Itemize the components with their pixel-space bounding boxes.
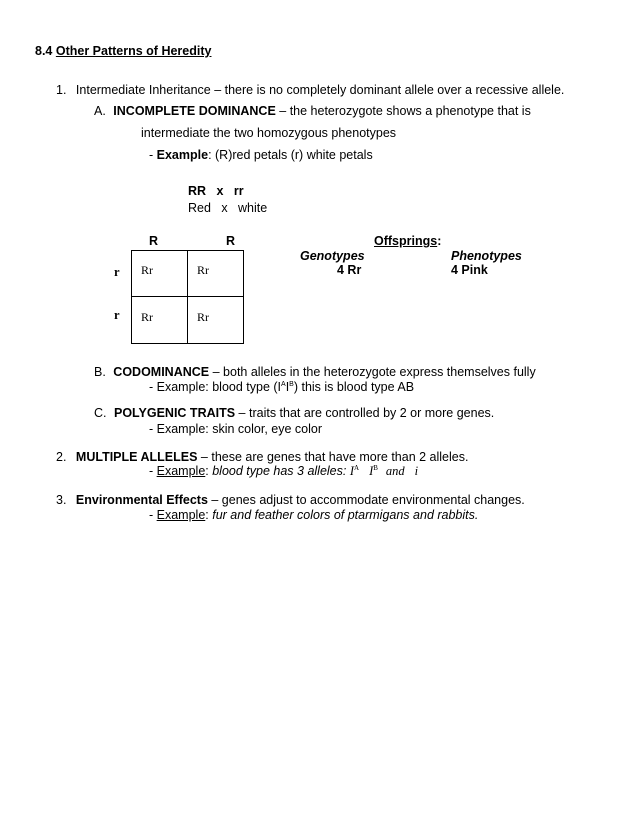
- allele-letter: I: [349, 464, 354, 478]
- allele-letter: I: [285, 380, 290, 394]
- allele-superscript: A: [354, 463, 360, 472]
- section-heading: [35, 45, 211, 58]
- example-label: Example: [156, 508, 206, 522]
- item-desc: – genes adjust to accommodate environmental changes.: [207, 493, 525, 507]
- subitem-c-example: - Example: skin color, eye color: [149, 422, 322, 436]
- offsprings-colon: :: [437, 234, 442, 248]
- and-text: and: [385, 464, 405, 478]
- allele-letter: i: [414, 464, 419, 478]
- example-text: : (R)red petals (r) white petals: [208, 148, 373, 162]
- subitem-a-example: [149, 149, 373, 162]
- term-environmental-effects: Environmental Effects: [75, 493, 208, 507]
- item-desc: – these are genes that have more than 2 alleles.: [197, 450, 469, 464]
- example-italic: blood type has 3 alleles:: [212, 464, 350, 478]
- example-text: :: [205, 508, 213, 522]
- item-2-example: [149, 465, 418, 478]
- example-text: ) this is blood type AB: [293, 380, 415, 394]
- allele-superscript: B: [373, 463, 378, 472]
- punnett-cell-text: Rr: [197, 263, 209, 277]
- punnett-cell-text: Rr: [197, 310, 209, 324]
- subitem-desc: – traits that are controlled by 2 or more genes.: [235, 406, 495, 420]
- genotypes-value: 4 Rr: [337, 263, 362, 277]
- subitem-a-desc2: intermediate the two homozygous phenotypes: [141, 126, 397, 140]
- subitem-desc: – both alleles in the heterozygote express themselves fully: [209, 365, 536, 379]
- item-2: [56, 451, 468, 464]
- genotypes-label: Genotypes: [300, 249, 365, 263]
- punnett-cell-text: Rr: [141, 263, 153, 277]
- example-dash: -: [149, 508, 157, 522]
- example-label: Example: [156, 148, 209, 162]
- section-number: 8.4: [35, 44, 53, 58]
- offsprings-title: [374, 235, 441, 248]
- term-incomplete-dominance: INCOMPLETE DOMINANCE: [113, 104, 276, 118]
- item-number: 1.: [56, 83, 67, 97]
- punnett-col-header: R: [149, 234, 159, 248]
- subitem-a: [94, 105, 531, 118]
- punnett-cell: [187, 250, 244, 297]
- cross-phenotypes: Red x white: [188, 201, 268, 215]
- term-polygenic-traits: POLYGENIC TRAITS: [113, 406, 236, 420]
- subitem-letter: A.: [94, 104, 106, 118]
- subitem-b: [94, 366, 536, 379]
- phenotypes-label: Phenotypes: [451, 249, 522, 263]
- punnett-cell-text: Rr: [141, 310, 153, 324]
- example-dash: -: [149, 464, 157, 478]
- offsprings-title-text: Offsprings: [374, 234, 438, 248]
- punnett-cell: [131, 250, 188, 297]
- allele-superscript: A: [281, 380, 286, 388]
- punnett-cell: [187, 296, 244, 344]
- allele-letter: I: [369, 464, 374, 478]
- punnett-row-header: r: [114, 308, 120, 322]
- punnett-row-header: r: [114, 265, 120, 279]
- item-number: 2.: [56, 450, 67, 464]
- subitem-letter: C.: [94, 406, 107, 420]
- item-number: 3.: [56, 493, 67, 507]
- item-3-example: [149, 509, 478, 522]
- example-dash: -: [149, 148, 157, 162]
- example-italic: fur and feather colors of ptarmigans and rabbits.: [212, 508, 479, 522]
- item-3: [56, 494, 525, 507]
- term-multiple-alleles: MULTIPLE ALLELES: [75, 450, 198, 464]
- term-codominance: CODOMINANCE: [113, 365, 210, 379]
- cross-genotypes: RR x rr: [188, 184, 244, 198]
- subitem-desc: – the heterozygote shows a phenotype that is: [275, 104, 531, 118]
- example-label: Example: [156, 464, 206, 478]
- punnett-col-header: R: [226, 234, 236, 248]
- example-text: - Example: blood type (I: [149, 380, 282, 394]
- subitem-letter: B.: [94, 365, 106, 379]
- item-1: [56, 84, 564, 97]
- subitem-c: [94, 407, 494, 420]
- subitem-b-example: [149, 381, 414, 394]
- section-title: Other Patterns of Heredity: [55, 44, 212, 58]
- punnett-cell: [131, 296, 188, 344]
- phenotypes-value: 4 Pink: [451, 263, 488, 277]
- example-text: :: [205, 464, 213, 478]
- allele-superscript: B: [289, 380, 294, 388]
- item-text: Intermediate Inheritance – there is no completely dominant allele over a recessive allele.: [75, 83, 565, 97]
